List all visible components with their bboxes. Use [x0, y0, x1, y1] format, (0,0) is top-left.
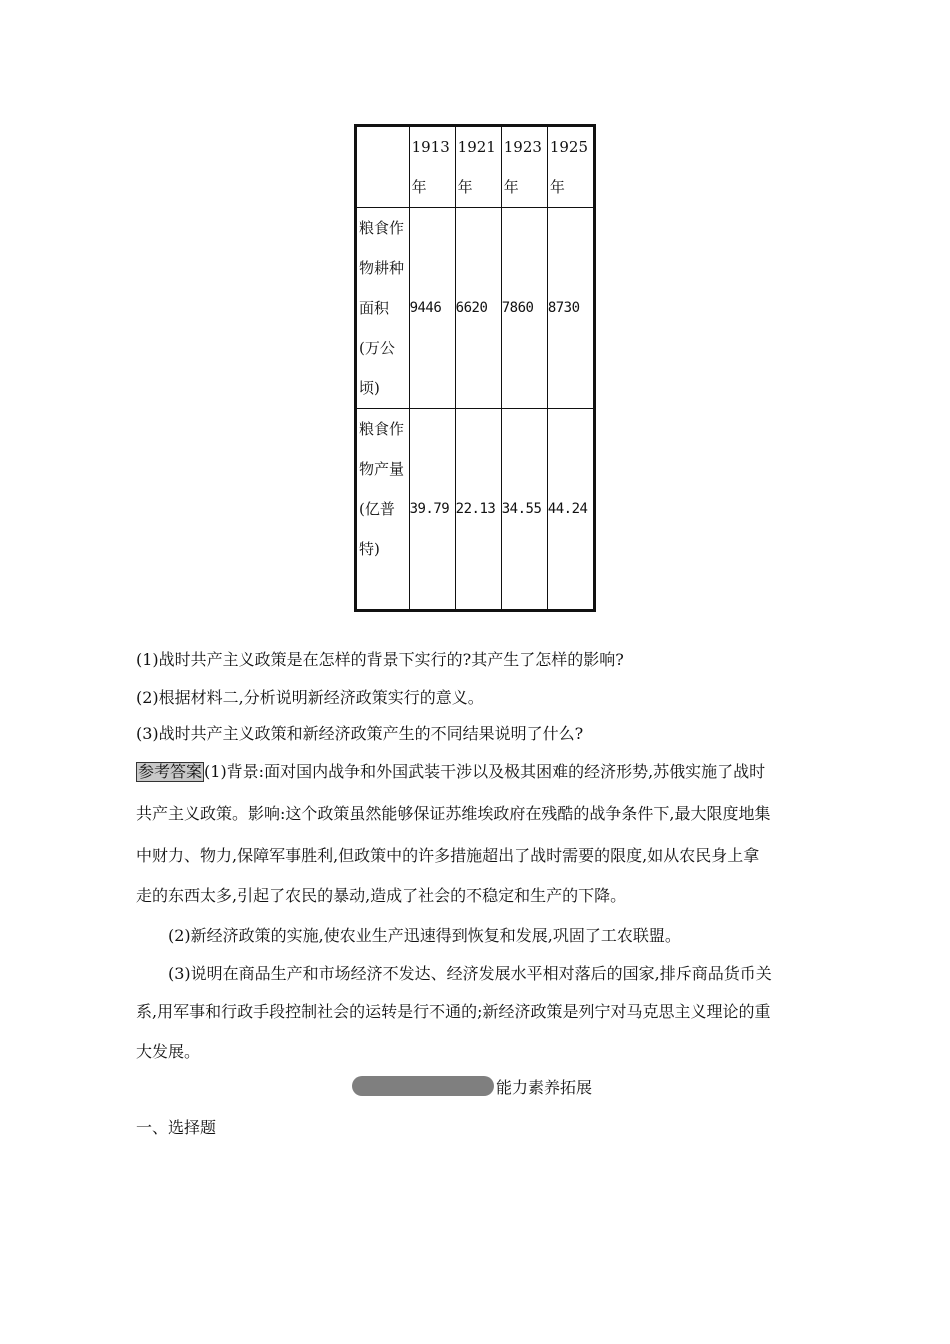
table-cell: 44.24	[547, 409, 594, 611]
year-1921-header: 1921年	[455, 126, 501, 208]
table-cell: 39.79	[409, 409, 455, 611]
answer-1-text: (1)背景:面对国内战争和外国武装干涉以及极其困难的经济形势,苏俄实施了战时	[204, 762, 766, 781]
table-corner-cell	[356, 126, 410, 208]
answer-1-line: 共产主义政策。影响:这个政策虽然能够保证苏维埃政府在残酷的战争条件下,最大限度地集	[136, 804, 771, 823]
row-label-sown-area: 粮食作物耕种面积(万公顷)	[356, 208, 410, 409]
table-cell: 22.13	[455, 409, 501, 611]
answer-1-line: 中财力、物力,保障军事胜利,但政策中的许多措施超出了战时需要的限度,如从农民身上拿	[136, 846, 760, 865]
table-header-row	[356, 126, 595, 208]
table-cell: 6620	[455, 208, 501, 409]
reference-answer-tag: 参考答案	[138, 762, 203, 781]
table-cell: 8730	[547, 208, 594, 409]
answer-3-line: 大发展。	[136, 1042, 201, 1061]
question-1: (1)战时共产主义政策是在怎样的背景下实行的?其产生了怎样的影响?	[136, 650, 624, 669]
answer-3-line: (3)说明在商品生产和市场经济不发达、经济发展水平相对落后的国家,排斥商品货币关	[168, 964, 772, 983]
answer-line	[136, 762, 816, 782]
table-row	[356, 409, 595, 611]
answer-3-line: 系,用军事和行政手段控制社会的运转是行不通的;新经济政策是列宁对马克思主义理论的重	[136, 1002, 771, 1021]
answer-1-line: 走的东西太多,引起了农民的暴动,造成了社会的不稳定和生产的下降。	[136, 886, 627, 905]
question-2: (2)根据材料二,分析说明新经济政策实行的意义。	[136, 688, 484, 707]
table-cell: 34.55	[501, 409, 547, 611]
section-banner-title: 能力素养拓展	[496, 1078, 593, 1097]
row-label-grain-output: 粮食作物产量(亿普特)	[356, 409, 410, 611]
year-1923-header: 1923年	[501, 126, 547, 208]
table-cell: 7860	[501, 208, 547, 409]
year-1913-header: 1913年	[409, 126, 455, 208]
section-heading: 一、选择题	[136, 1118, 217, 1137]
table-cell: 9446	[409, 208, 455, 409]
grain-data-table	[354, 124, 596, 612]
question-3: (3)战时共产主义政策和新经济政策产生的不同结果说明了什么?	[136, 724, 584, 743]
section-banner-bar	[352, 1076, 494, 1096]
answer-2: (2)新经济政策的实施,使农业生产迅速得到恢复和发展,巩固了工农联盟。	[168, 926, 681, 945]
table-row	[356, 208, 595, 409]
year-1925-header: 1925年	[547, 126, 594, 208]
